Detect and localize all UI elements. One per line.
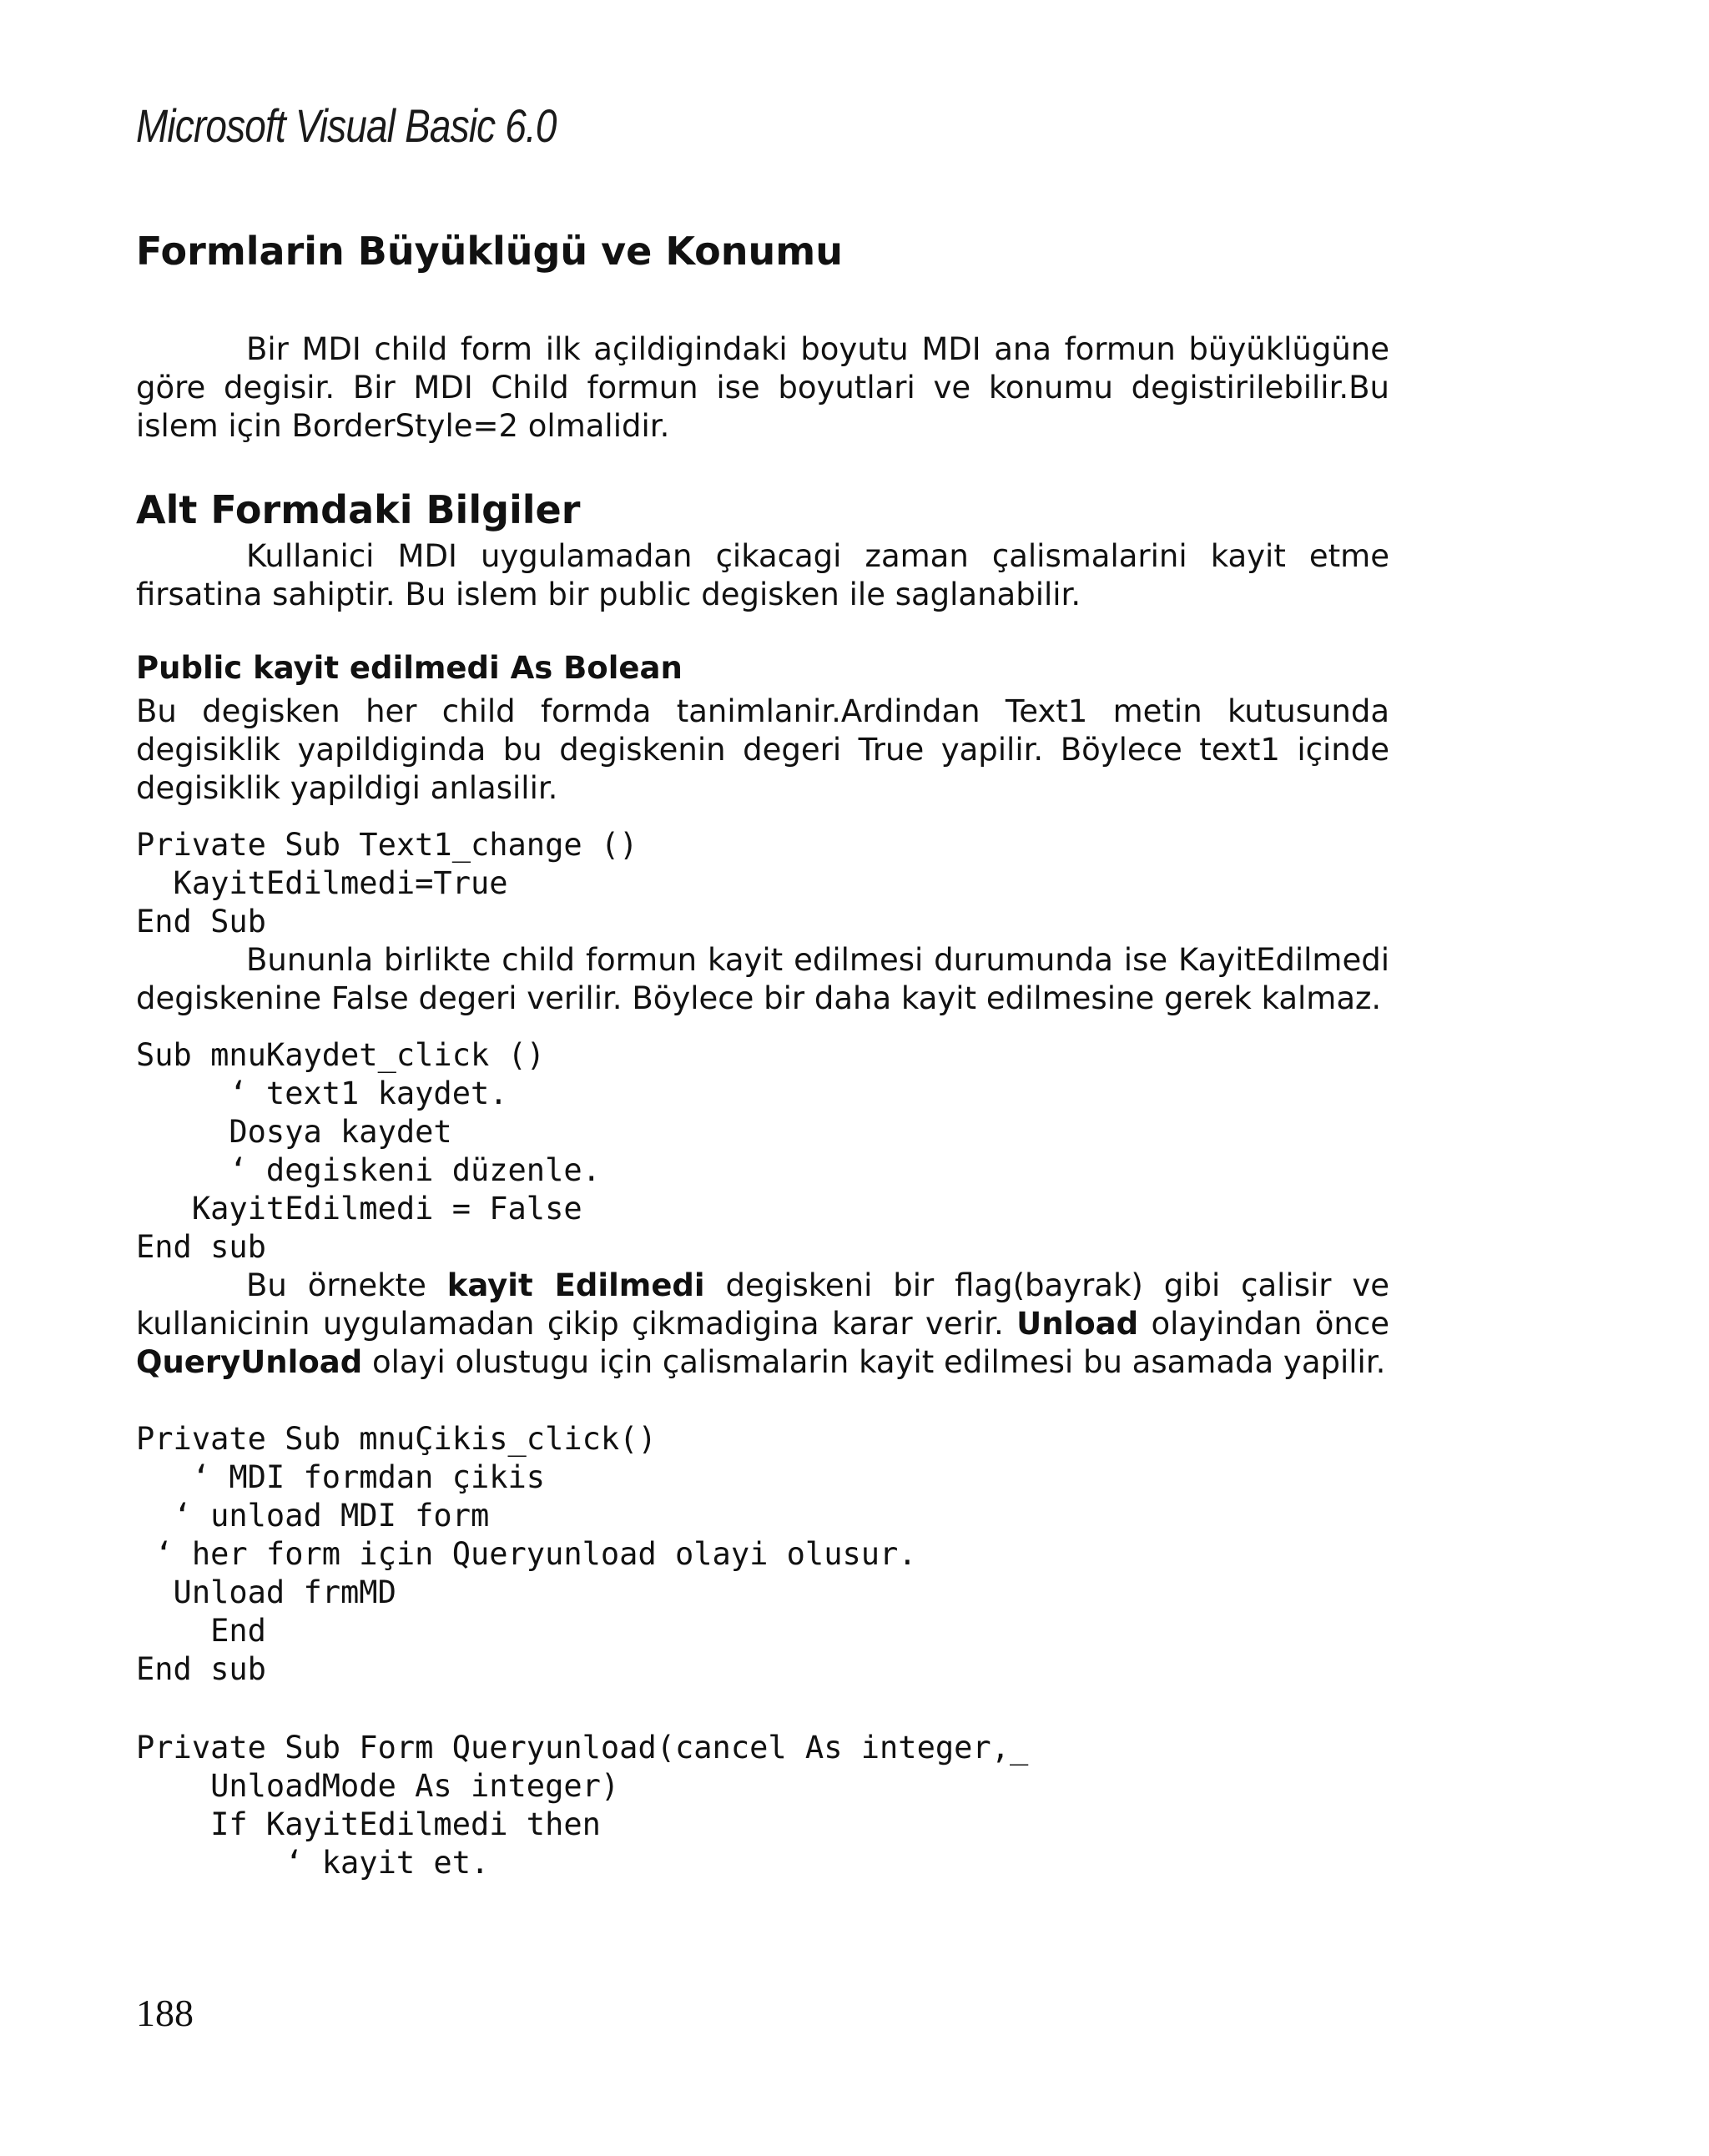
- paragraph-declaration: Bu degisken her child formda tanimlanir.Ardindan Text1 metin kutusunda degisiklik yapildiginda bu degiskenin degeri True yapilir. Böylece text1 içinde degisiklik yapildigi anlasilir.: [136, 693, 1389, 806]
- running-head: Microsoft Visual Basic 6.0: [136, 99, 557, 152]
- bold-kayit-edilmedi: kayit Edilmedi: [446, 1267, 705, 1303]
- paragraph-after-text-change: Bununla birlikte child formun kayit edilmesi durumunda ise KayitEdilmedi degiskenine False degeri verilir. Böylece bir daha kayit edilmesine gerek kalmaz.: [136, 942, 1389, 1016]
- bold-unload: Unload: [1016, 1306, 1139, 1342]
- bold-queryunload: QueryUnload: [136, 1344, 363, 1380]
- text-run: degiskeni bir flag(bayrak) gibi çalisir ve kullanicinin uygulamadan çikip çikmadigina karar verir.: [136, 1267, 1390, 1342]
- paragraph-query-unload: [136, 1267, 1389, 1382]
- code-block-form-queryunload: Private Sub Form Queryunload(cancel As integer,_ UnloadMode As integer) If KayitEdilmedi then ‘ kayit et.: [136, 1730, 1029, 1881]
- code-block-kaydet-click: Sub mnuKaydet_click () ‘ text1 kaydet. Dosya kaydet ‘ degiskeni düzenle. KayitEdilmedi = False End sub: [136, 1037, 601, 1265]
- page-number: 188: [136, 1992, 194, 2034]
- text-run: olayi olustugu için çalismalarin kayit edilmesi bu asamada yapilir.: [362, 1344, 1386, 1380]
- code-block-cikis-click: Private Sub mnuÇikis_click() ‘ MDI formdan çikis ‘ unload MDI form ‘ her form için Queryunload olayi olusur. Unload frmMD End End sub: [136, 1421, 917, 1687]
- page-content: [136, 219, 1389, 1882]
- section-title-form-size: Formlarin Büyüklügü ve Konumu: [136, 229, 843, 274]
- paragraph-form-size: Bir MDI child form ilk açildigindaki boyutu MDI ana formun büyüklügüne göre degisir. Bir MDI Child formun ise boyutlari ve konumu degistirilebilir.Bu islem için BorderStyle=2 olmalidir.: [136, 331, 1389, 444]
- paragraph-child-form-info: Kullanici MDI uygulamadan çikacagi zaman çalismalarini kayit etme firsatina sahiptir. Bu islem bir public degisken ile saglanabilir.: [136, 538, 1389, 612]
- code-block-text-change: Private Sub Text1_change () KayitEdilmedi=True End Sub: [136, 827, 638, 939]
- text-run: Bu örnekte: [246, 1267, 447, 1303]
- section-title-child-form-info: Alt Formdaki Bilgiler: [136, 487, 581, 532]
- text-run: olayindan önce: [1138, 1306, 1389, 1342]
- declaration-heading: Public kayit edilmedi As Bolean: [136, 650, 683, 686]
